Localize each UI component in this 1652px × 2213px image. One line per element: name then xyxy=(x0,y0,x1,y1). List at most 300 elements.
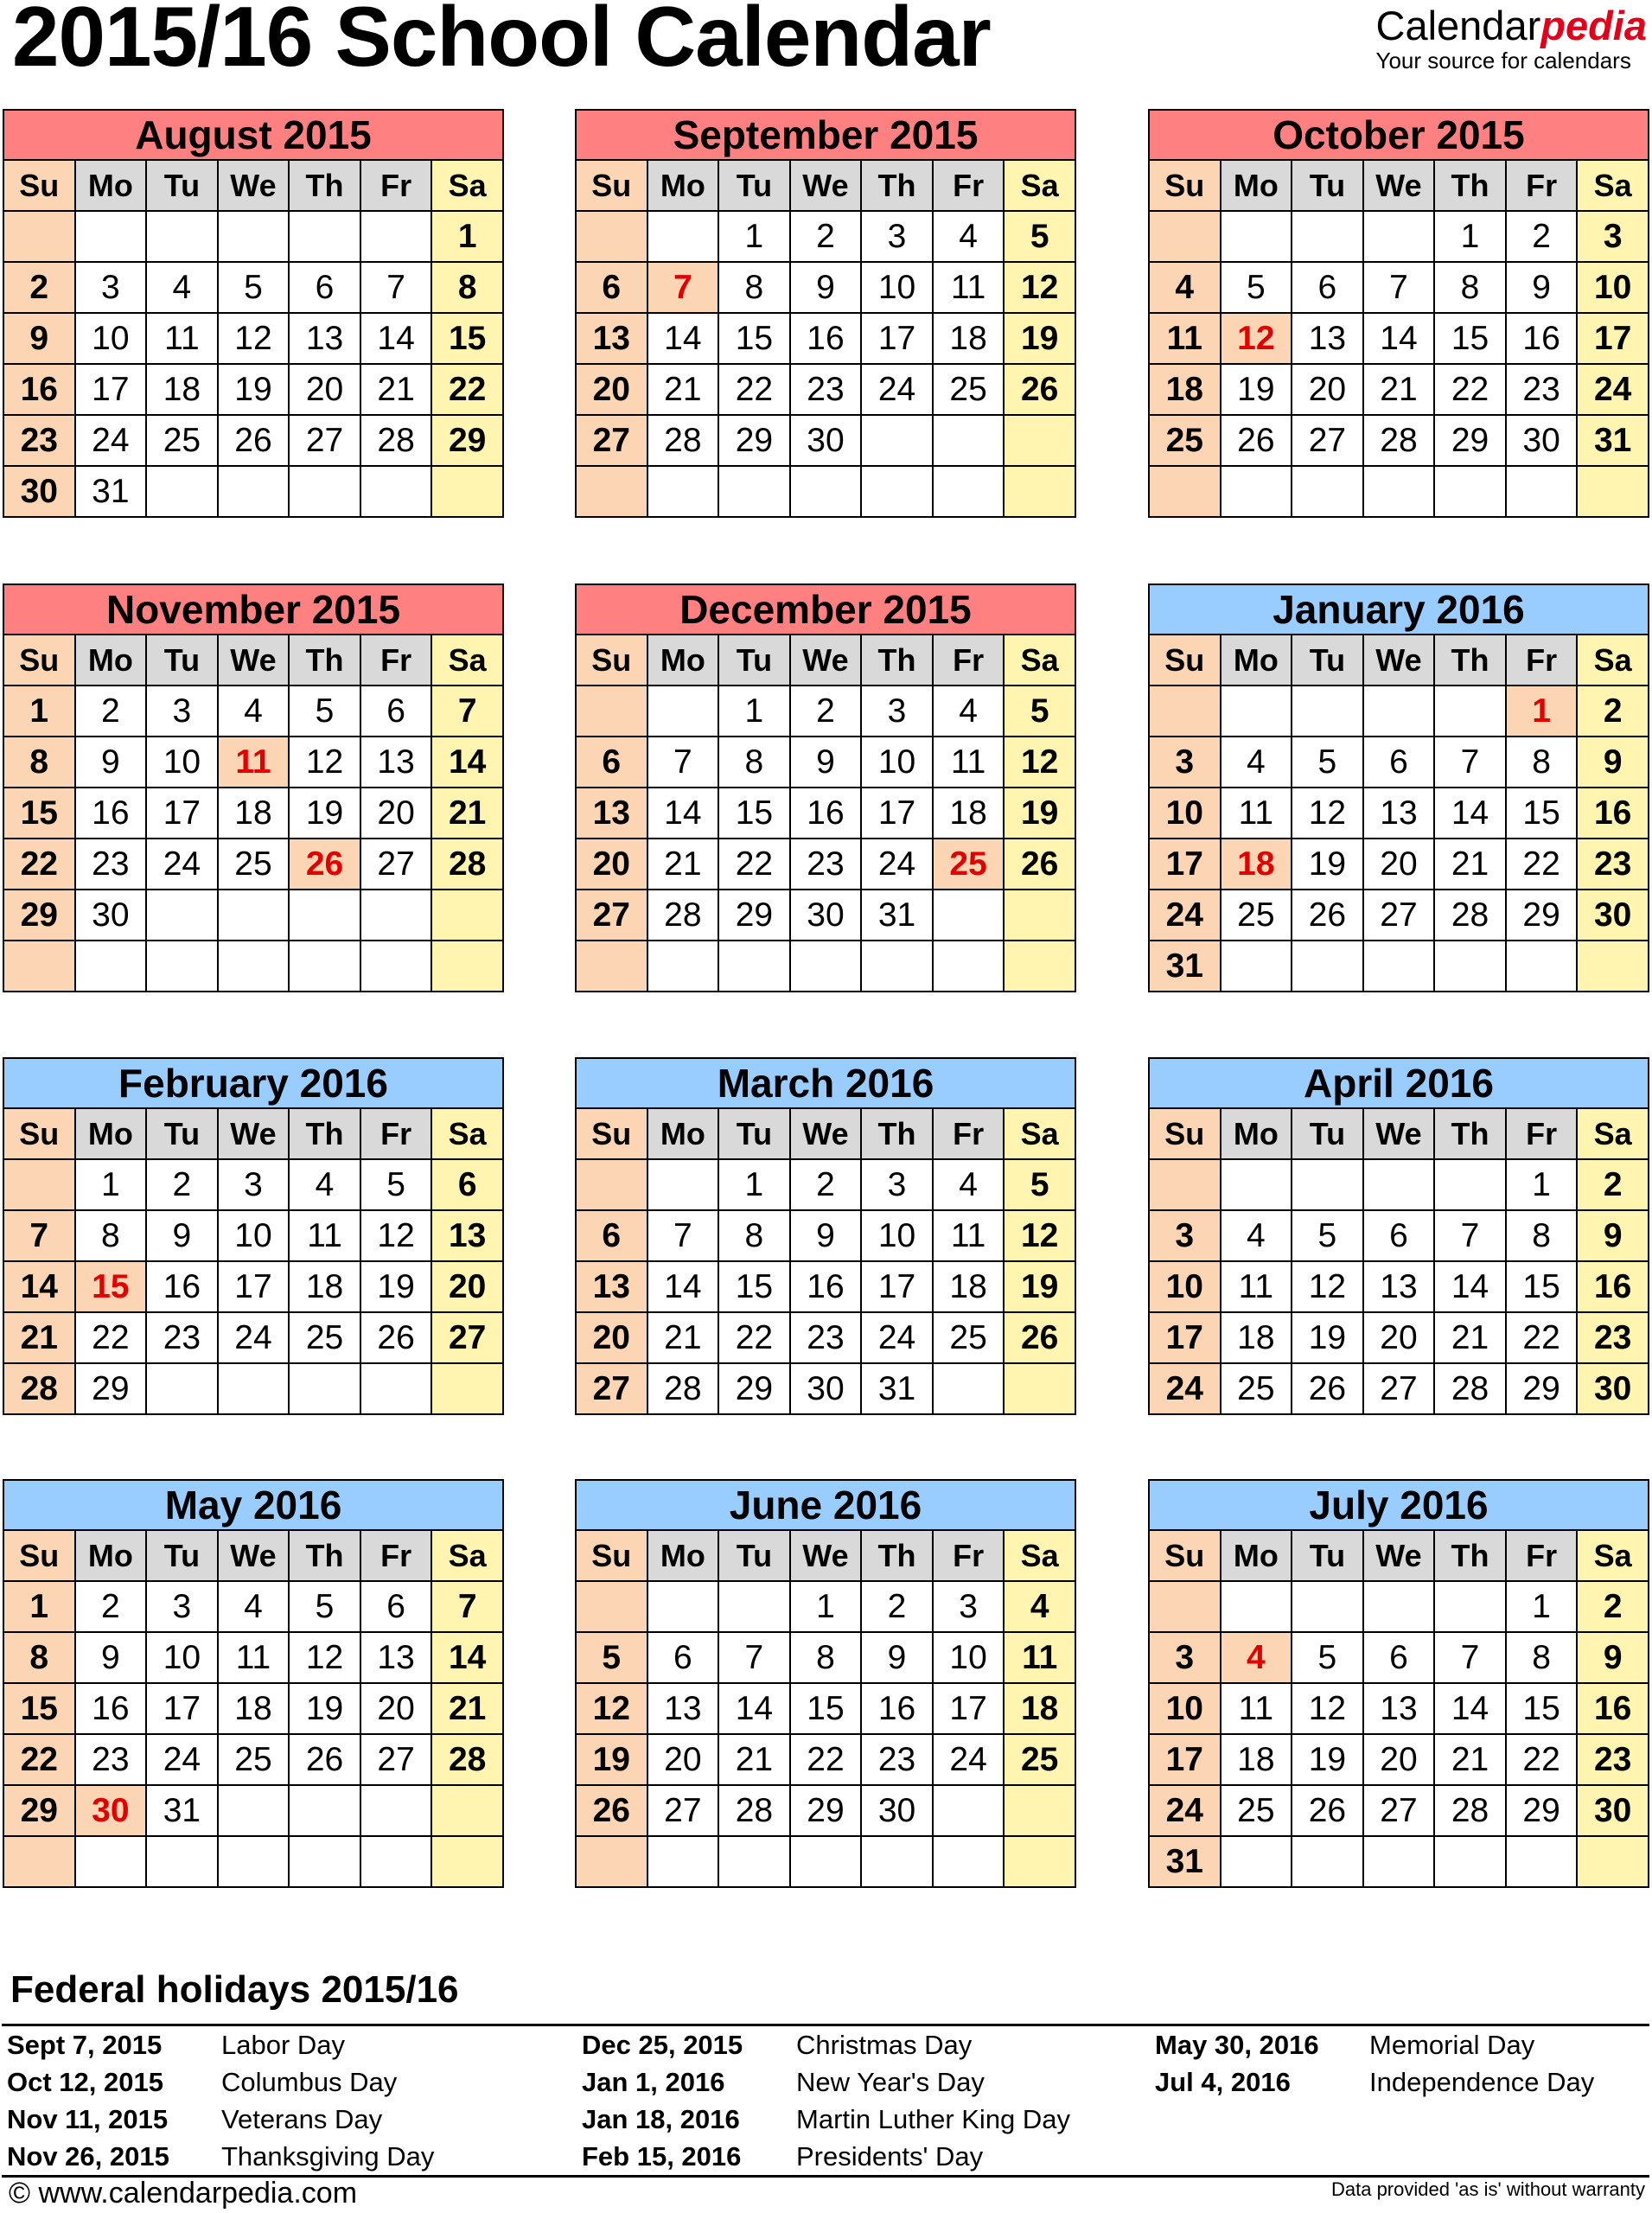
day-cell[interactable]: 29 xyxy=(431,415,503,466)
day-cell[interactable]: 5 xyxy=(1004,686,1075,737)
day-cell[interactable]: 16 xyxy=(790,1261,862,1312)
day-cell[interactable]: 8 xyxy=(75,1210,147,1261)
day-cell[interactable]: 27 xyxy=(576,890,647,941)
day-cell[interactable]: 17 xyxy=(933,1683,1005,1734)
day-cell[interactable]: 26 xyxy=(576,1785,647,1836)
day-cell[interactable]: 31 xyxy=(146,1785,218,1836)
day-cell[interactable]: 1 xyxy=(3,686,75,737)
day-cell[interactable]: 14 xyxy=(1434,788,1506,839)
day-cell[interactable]: 19 xyxy=(218,364,290,415)
day-cell[interactable]: 24 xyxy=(1149,890,1221,941)
day-cell[interactable]: 24 xyxy=(146,1734,218,1785)
day-cell[interactable]: 7 xyxy=(3,1210,75,1261)
day-cell[interactable]: 6 xyxy=(1363,737,1435,788)
day-cell[interactable]: 9 xyxy=(861,1632,933,1683)
day-cell[interactable]: 7 xyxy=(1363,262,1435,313)
day-cell[interactable]: 28 xyxy=(431,839,503,890)
day-cell[interactable]: 29 xyxy=(718,415,790,466)
day-cell[interactable]: 23 xyxy=(861,1734,933,1785)
day-cell[interactable]: 24 xyxy=(1149,1363,1221,1414)
day-cell[interactable]: 27 xyxy=(1363,1785,1435,1836)
day-cell[interactable]: 22 xyxy=(1506,839,1578,890)
day-cell[interactable]: 11 xyxy=(933,262,1005,313)
day-cell[interactable]: 8 xyxy=(718,1210,790,1261)
day-cell[interactable]: 18 xyxy=(218,1683,290,1734)
day-cell[interactable]: 29 xyxy=(718,890,790,941)
day-cell[interactable]: 8 xyxy=(1506,737,1578,788)
day-cell[interactable]: 6 xyxy=(576,262,647,313)
day-cell[interactable]: 19 xyxy=(1004,1261,1075,1312)
day-cell[interactable]: 4 xyxy=(1004,1581,1075,1632)
day-cell[interactable]: 10 xyxy=(861,262,933,313)
day-cell[interactable]: 21 xyxy=(1434,839,1506,890)
day-cell[interactable]: 5 xyxy=(360,1159,432,1210)
day-cell[interactable]: 1 xyxy=(1434,211,1506,262)
day-cell[interactable]: 5 xyxy=(289,1581,360,1632)
day-cell[interactable]: 19 xyxy=(289,788,360,839)
day-cell[interactable]: 17 xyxy=(861,788,933,839)
day-cell[interactable]: 26 xyxy=(1004,839,1075,890)
day-cell[interactable]: 26 xyxy=(289,1734,360,1785)
day-cell[interactable]: 13 xyxy=(647,1683,719,1734)
day-cell[interactable]: 23 xyxy=(1577,1312,1649,1363)
day-cell[interactable]: 19 xyxy=(1221,364,1292,415)
day-cell[interactable]: 3 xyxy=(1149,1210,1221,1261)
day-cell[interactable]: 8 xyxy=(1506,1210,1578,1261)
day-cell[interactable]: 25 xyxy=(1221,1785,1292,1836)
day-cell[interactable]: 30 xyxy=(75,1785,147,1836)
day-cell[interactable]: 14 xyxy=(1363,313,1435,364)
day-cell[interactable]: 2 xyxy=(790,211,862,262)
day-cell[interactable]: 26 xyxy=(218,415,290,466)
day-cell[interactable]: 4 xyxy=(1221,1632,1292,1683)
day-cell[interactable]: 30 xyxy=(1506,415,1578,466)
day-cell[interactable]: 12 xyxy=(1004,262,1075,313)
day-cell[interactable]: 9 xyxy=(1577,1210,1649,1261)
day-cell[interactable]: 1 xyxy=(431,211,503,262)
day-cell[interactable]: 20 xyxy=(1363,1734,1435,1785)
day-cell[interactable]: 15 xyxy=(718,1261,790,1312)
day-cell[interactable]: 4 xyxy=(1221,737,1292,788)
day-cell[interactable]: 5 xyxy=(1292,1210,1363,1261)
day-cell[interactable]: 11 xyxy=(146,313,218,364)
day-cell[interactable]: 23 xyxy=(3,415,75,466)
day-cell[interactable]: 11 xyxy=(1004,1632,1075,1683)
day-cell[interactable]: 15 xyxy=(718,788,790,839)
day-cell[interactable]: 31 xyxy=(1149,941,1221,992)
day-cell[interactable]: 2 xyxy=(75,686,147,737)
day-cell[interactable]: 22 xyxy=(431,364,503,415)
day-cell[interactable]: 24 xyxy=(1149,1785,1221,1836)
day-cell[interactable]: 21 xyxy=(3,1312,75,1363)
day-cell[interactable]: 14 xyxy=(647,1261,719,1312)
day-cell[interactable]: 22 xyxy=(75,1312,147,1363)
day-cell[interactable]: 10 xyxy=(75,313,147,364)
day-cell[interactable]: 14 xyxy=(3,1261,75,1312)
day-cell[interactable]: 3 xyxy=(146,1581,218,1632)
day-cell[interactable]: 5 xyxy=(1221,262,1292,313)
day-cell[interactable]: 3 xyxy=(861,1159,933,1210)
day-cell[interactable]: 15 xyxy=(431,313,503,364)
day-cell[interactable]: 29 xyxy=(75,1363,147,1414)
day-cell[interactable]: 29 xyxy=(3,890,75,941)
day-cell[interactable]: 15 xyxy=(790,1683,862,1734)
day-cell[interactable]: 14 xyxy=(718,1683,790,1734)
day-cell[interactable]: 1 xyxy=(75,1159,147,1210)
day-cell[interactable]: 9 xyxy=(1577,1632,1649,1683)
day-cell[interactable]: 11 xyxy=(933,737,1005,788)
day-cell[interactable]: 8 xyxy=(790,1632,862,1683)
day-cell[interactable]: 17 xyxy=(218,1261,290,1312)
day-cell[interactable]: 16 xyxy=(75,788,147,839)
day-cell[interactable]: 5 xyxy=(1292,1632,1363,1683)
day-cell[interactable]: 2 xyxy=(1577,1581,1649,1632)
day-cell[interactable]: 19 xyxy=(289,1683,360,1734)
day-cell[interactable]: 8 xyxy=(1434,262,1506,313)
day-cell[interactable]: 8 xyxy=(3,737,75,788)
day-cell[interactable]: 23 xyxy=(790,839,862,890)
day-cell[interactable]: 1 xyxy=(718,686,790,737)
day-cell[interactable]: 20 xyxy=(647,1734,719,1785)
day-cell[interactable]: 18 xyxy=(289,1261,360,1312)
day-cell[interactable]: 3 xyxy=(1149,1632,1221,1683)
day-cell[interactable]: 31 xyxy=(1149,1836,1221,1887)
day-cell[interactable]: 11 xyxy=(218,1632,290,1683)
day-cell[interactable]: 26 xyxy=(1004,1312,1075,1363)
day-cell[interactable]: 12 xyxy=(218,313,290,364)
day-cell[interactable]: 28 xyxy=(1363,415,1435,466)
day-cell[interactable]: 13 xyxy=(576,788,647,839)
day-cell[interactable]: 23 xyxy=(146,1312,218,1363)
day-cell[interactable]: 13 xyxy=(289,313,360,364)
day-cell[interactable]: 9 xyxy=(790,1210,862,1261)
day-cell[interactable]: 19 xyxy=(1292,1734,1363,1785)
day-cell[interactable]: 3 xyxy=(933,1581,1005,1632)
day-cell[interactable]: 14 xyxy=(647,788,719,839)
day-cell[interactable]: 15 xyxy=(1434,313,1506,364)
day-cell[interactable]: 14 xyxy=(360,313,432,364)
day-cell[interactable]: 29 xyxy=(3,1785,75,1836)
day-cell[interactable]: 21 xyxy=(1434,1734,1506,1785)
day-cell[interactable]: 11 xyxy=(289,1210,360,1261)
day-cell[interactable]: 29 xyxy=(718,1363,790,1414)
day-cell[interactable]: 6 xyxy=(576,737,647,788)
day-cell[interactable]: 1 xyxy=(3,1581,75,1632)
day-cell[interactable]: 17 xyxy=(146,1683,218,1734)
day-cell[interactable]: 22 xyxy=(1506,1734,1578,1785)
day-cell[interactable]: 7 xyxy=(1434,1632,1506,1683)
day-cell[interactable]: 4 xyxy=(933,686,1005,737)
day-cell[interactable]: 29 xyxy=(1506,1363,1578,1414)
day-cell[interactable]: 13 xyxy=(360,737,432,788)
day-cell[interactable]: 19 xyxy=(360,1261,432,1312)
day-cell[interactable]: 17 xyxy=(146,788,218,839)
day-cell[interactable]: 7 xyxy=(647,262,719,313)
day-cell[interactable]: 10 xyxy=(146,1632,218,1683)
day-cell[interactable]: 14 xyxy=(431,1632,503,1683)
day-cell[interactable]: 17 xyxy=(861,1261,933,1312)
day-cell[interactable]: 22 xyxy=(718,839,790,890)
day-cell[interactable]: 27 xyxy=(1363,890,1435,941)
day-cell[interactable]: 6 xyxy=(360,1581,432,1632)
day-cell[interactable]: 11 xyxy=(1221,788,1292,839)
day-cell[interactable]: 20 xyxy=(1363,839,1435,890)
day-cell[interactable]: 9 xyxy=(75,1632,147,1683)
day-cell[interactable]: 14 xyxy=(647,313,719,364)
day-cell[interactable]: 23 xyxy=(1577,839,1649,890)
day-cell[interactable]: 31 xyxy=(75,466,147,517)
day-cell[interactable]: 13 xyxy=(576,313,647,364)
day-cell[interactable]: 30 xyxy=(861,1785,933,1836)
day-cell[interactable]: 26 xyxy=(1292,1363,1363,1414)
day-cell[interactable]: 17 xyxy=(1149,1312,1221,1363)
day-cell[interactable]: 27 xyxy=(1363,1363,1435,1414)
day-cell[interactable]: 10 xyxy=(933,1632,1005,1683)
day-cell[interactable]: 25 xyxy=(218,1734,290,1785)
day-cell[interactable]: 5 xyxy=(1004,1159,1075,1210)
day-cell[interactable]: 4 xyxy=(218,686,290,737)
day-cell[interactable]: 6 xyxy=(431,1159,503,1210)
day-cell[interactable]: 16 xyxy=(3,364,75,415)
day-cell[interactable]: 7 xyxy=(647,1210,719,1261)
day-cell[interactable]: 26 xyxy=(1221,415,1292,466)
day-cell[interactable]: 17 xyxy=(1149,1734,1221,1785)
day-cell[interactable]: 16 xyxy=(1577,1261,1649,1312)
day-cell[interactable]: 18 xyxy=(933,313,1005,364)
day-cell[interactable]: 3 xyxy=(861,686,933,737)
day-cell[interactable]: 9 xyxy=(1506,262,1578,313)
day-cell[interactable]: 17 xyxy=(861,313,933,364)
day-cell[interactable]: 18 xyxy=(1004,1683,1075,1734)
day-cell[interactable]: 20 xyxy=(1363,1312,1435,1363)
day-cell[interactable]: 1 xyxy=(790,1581,862,1632)
day-cell[interactable]: 12 xyxy=(1292,788,1363,839)
day-cell[interactable]: 11 xyxy=(1221,1261,1292,1312)
day-cell[interactable]: 6 xyxy=(1292,262,1363,313)
day-cell[interactable]: 18 xyxy=(933,788,1005,839)
day-cell[interactable]: 13 xyxy=(1363,788,1435,839)
day-cell[interactable]: 15 xyxy=(1506,788,1578,839)
day-cell[interactable]: 21 xyxy=(718,1734,790,1785)
day-cell[interactable]: 22 xyxy=(1434,364,1506,415)
day-cell[interactable]: 26 xyxy=(1292,890,1363,941)
day-cell[interactable]: 20 xyxy=(431,1261,503,1312)
day-cell[interactable]: 12 xyxy=(1292,1261,1363,1312)
day-cell[interactable]: 28 xyxy=(1434,890,1506,941)
day-cell[interactable]: 8 xyxy=(718,262,790,313)
day-cell[interactable]: 27 xyxy=(289,415,360,466)
day-cell[interactable]: 29 xyxy=(790,1785,862,1836)
day-cell[interactable]: 20 xyxy=(576,839,647,890)
day-cell[interactable]: 20 xyxy=(1292,364,1363,415)
day-cell[interactable]: 3 xyxy=(146,686,218,737)
day-cell[interactable]: 3 xyxy=(1149,737,1221,788)
day-cell[interactable]: 19 xyxy=(1292,1312,1363,1363)
day-cell[interactable]: 2 xyxy=(75,1581,147,1632)
day-cell[interactable]: 23 xyxy=(1577,1734,1649,1785)
day-cell[interactable]: 4 xyxy=(933,211,1005,262)
day-cell[interactable]: 9 xyxy=(75,737,147,788)
day-cell[interactable]: 21 xyxy=(360,364,432,415)
day-cell[interactable]: 1 xyxy=(1506,1159,1578,1210)
day-cell[interactable]: 24 xyxy=(146,839,218,890)
day-cell[interactable]: 29 xyxy=(1506,890,1578,941)
day-cell[interactable]: 14 xyxy=(1434,1261,1506,1312)
day-cell[interactable]: 27 xyxy=(576,415,647,466)
day-cell[interactable]: 25 xyxy=(933,1312,1005,1363)
day-cell[interactable]: 14 xyxy=(431,737,503,788)
day-cell[interactable]: 3 xyxy=(75,262,147,313)
day-cell[interactable]: 18 xyxy=(1221,839,1292,890)
day-cell[interactable]: 9 xyxy=(146,1210,218,1261)
day-cell[interactable]: 17 xyxy=(1149,839,1221,890)
day-cell[interactable]: 4 xyxy=(146,262,218,313)
day-cell[interactable]: 13 xyxy=(1363,1683,1435,1734)
day-cell[interactable]: 26 xyxy=(289,839,360,890)
day-cell[interactable]: 9 xyxy=(1577,737,1649,788)
day-cell[interactable]: 26 xyxy=(1004,364,1075,415)
day-cell[interactable]: 5 xyxy=(576,1632,647,1683)
day-cell[interactable]: 25 xyxy=(933,839,1005,890)
day-cell[interactable]: 15 xyxy=(75,1261,147,1312)
day-cell[interactable]: 2 xyxy=(790,1159,862,1210)
day-cell[interactable]: 28 xyxy=(647,1363,719,1414)
day-cell[interactable]: 16 xyxy=(861,1683,933,1734)
day-cell[interactable]: 25 xyxy=(1221,890,1292,941)
day-cell[interactable]: 16 xyxy=(75,1683,147,1734)
day-cell[interactable]: 14 xyxy=(1434,1683,1506,1734)
day-cell[interactable]: 7 xyxy=(360,262,432,313)
day-cell[interactable]: 24 xyxy=(933,1734,1005,1785)
day-cell[interactable]: 7 xyxy=(1434,1210,1506,1261)
day-cell[interactable]: 4 xyxy=(289,1159,360,1210)
day-cell[interactable]: 8 xyxy=(431,262,503,313)
day-cell[interactable]: 12 xyxy=(360,1210,432,1261)
day-cell[interactable]: 29 xyxy=(1506,1785,1578,1836)
day-cell[interactable]: 6 xyxy=(576,1210,647,1261)
day-cell[interactable]: 16 xyxy=(1577,788,1649,839)
day-cell[interactable]: 9 xyxy=(3,313,75,364)
day-cell[interactable]: 5 xyxy=(289,686,360,737)
day-cell[interactable]: 2 xyxy=(1577,686,1649,737)
day-cell[interactable]: 16 xyxy=(790,313,862,364)
day-cell[interactable]: 31 xyxy=(861,890,933,941)
day-cell[interactable]: 23 xyxy=(1506,364,1578,415)
day-cell[interactable]: 28 xyxy=(431,1734,503,1785)
day-cell[interactable]: 17 xyxy=(75,364,147,415)
day-cell[interactable]: 28 xyxy=(647,890,719,941)
day-cell[interactable]: 30 xyxy=(75,890,147,941)
day-cell[interactable]: 25 xyxy=(933,364,1005,415)
day-cell[interactable]: 30 xyxy=(3,466,75,517)
day-cell[interactable]: 20 xyxy=(360,788,432,839)
day-cell[interactable]: 2 xyxy=(861,1581,933,1632)
day-cell[interactable]: 20 xyxy=(576,1312,647,1363)
day-cell[interactable]: 10 xyxy=(1149,788,1221,839)
day-cell[interactable]: 30 xyxy=(1577,1363,1649,1414)
day-cell[interactable]: 7 xyxy=(647,737,719,788)
day-cell[interactable]: 30 xyxy=(1577,890,1649,941)
day-cell[interactable]: 1 xyxy=(1506,686,1578,737)
day-cell[interactable]: 30 xyxy=(790,1363,862,1414)
day-cell[interactable]: 25 xyxy=(1221,1363,1292,1414)
day-cell[interactable]: 18 xyxy=(146,364,218,415)
day-cell[interactable]: 2 xyxy=(146,1159,218,1210)
day-cell[interactable]: 22 xyxy=(718,364,790,415)
day-cell[interactable]: 3 xyxy=(861,211,933,262)
calendarpedia-logo[interactable] xyxy=(1376,5,1648,74)
day-cell[interactable]: 2 xyxy=(1577,1159,1649,1210)
day-cell[interactable]: 19 xyxy=(1292,839,1363,890)
day-cell[interactable]: 26 xyxy=(1292,1785,1363,1836)
day-cell[interactable]: 19 xyxy=(1004,313,1075,364)
day-cell[interactable]: 2 xyxy=(790,686,862,737)
day-cell[interactable]: 7 xyxy=(431,686,503,737)
day-cell[interactable]: 10 xyxy=(1149,1683,1221,1734)
day-cell[interactable]: 18 xyxy=(218,788,290,839)
day-cell[interactable]: 24 xyxy=(861,1312,933,1363)
day-cell[interactable]: 26 xyxy=(360,1312,432,1363)
day-cell[interactable]: 25 xyxy=(289,1312,360,1363)
day-cell[interactable]: 10 xyxy=(1577,262,1649,313)
day-cell[interactable]: 18 xyxy=(1221,1734,1292,1785)
day-cell[interactable]: 25 xyxy=(1149,415,1221,466)
day-cell[interactable]: 10 xyxy=(218,1210,290,1261)
day-cell[interactable]: 2 xyxy=(1506,211,1578,262)
day-cell[interactable]: 21 xyxy=(647,839,719,890)
day-cell[interactable]: 8 xyxy=(3,1632,75,1683)
day-cell[interactable]: 25 xyxy=(218,839,290,890)
day-cell[interactable]: 11 xyxy=(1221,1683,1292,1734)
day-cell[interactable]: 12 xyxy=(289,737,360,788)
day-cell[interactable]: 12 xyxy=(1292,1683,1363,1734)
day-cell[interactable]: 10 xyxy=(861,1210,933,1261)
day-cell[interactable]: 22 xyxy=(3,839,75,890)
day-cell[interactable]: 13 xyxy=(360,1632,432,1683)
day-cell[interactable]: 18 xyxy=(1221,1312,1292,1363)
day-cell[interactable]: 10 xyxy=(1149,1261,1221,1312)
day-cell[interactable]: 28 xyxy=(360,415,432,466)
day-cell[interactable]: 24 xyxy=(861,364,933,415)
day-cell[interactable]: 3 xyxy=(1577,211,1649,262)
day-cell[interactable]: 4 xyxy=(1221,1210,1292,1261)
day-cell[interactable]: 28 xyxy=(718,1785,790,1836)
day-cell[interactable]: 4 xyxy=(1149,262,1221,313)
day-cell[interactable]: 7 xyxy=(718,1632,790,1683)
day-cell[interactable]: 13 xyxy=(1363,1261,1435,1312)
day-cell[interactable]: 16 xyxy=(790,788,862,839)
day-cell[interactable]: 9 xyxy=(790,737,862,788)
day-cell[interactable]: 24 xyxy=(75,415,147,466)
day-cell[interactable]: 15 xyxy=(718,313,790,364)
day-cell[interactable]: 21 xyxy=(647,364,719,415)
day-cell[interactable]: 30 xyxy=(790,890,862,941)
day-cell[interactable]: 11 xyxy=(1149,313,1221,364)
day-cell[interactable]: 23 xyxy=(75,839,147,890)
day-cell[interactable]: 21 xyxy=(1434,1312,1506,1363)
day-cell[interactable]: 25 xyxy=(146,415,218,466)
day-cell[interactable]: 3 xyxy=(218,1159,290,1210)
day-cell[interactable]: 7 xyxy=(1434,737,1506,788)
day-cell[interactable]: 31 xyxy=(861,1363,933,1414)
day-cell[interactable]: 29 xyxy=(1434,415,1506,466)
footer-website[interactable]: © www.calendarpedia.com xyxy=(9,2177,358,2210)
day-cell[interactable]: 24 xyxy=(1577,364,1649,415)
day-cell[interactable]: 13 xyxy=(431,1210,503,1261)
day-cell[interactable]: 12 xyxy=(576,1683,647,1734)
day-cell[interactable]: 4 xyxy=(218,1581,290,1632)
day-cell[interactable]: 24 xyxy=(218,1312,290,1363)
